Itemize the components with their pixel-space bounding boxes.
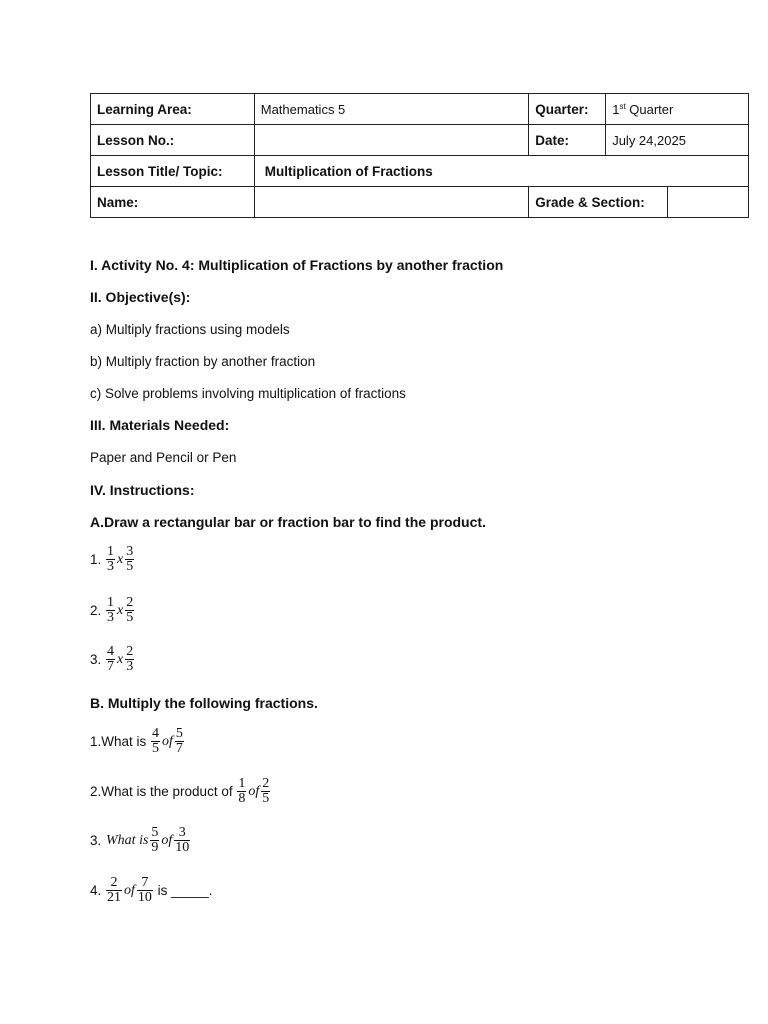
denominator: 9: [151, 840, 159, 855]
table-row: [91, 187, 749, 218]
fraction: [151, 727, 160, 756]
part-b-heading: B. Multiply the following fractions.: [90, 695, 318, 711]
operator: of: [124, 882, 135, 898]
quarter-value: [606, 94, 749, 125]
numerator: 4: [152, 726, 160, 741]
denominator: 5: [262, 791, 270, 806]
fraction: [125, 596, 134, 625]
fraction: [174, 826, 190, 855]
part-b-item: [90, 876, 212, 905]
date-label: Date:: [529, 125, 606, 156]
objective-item: b) Multiply fraction by another fraction: [90, 354, 316, 369]
question-text-italic: What is: [106, 832, 149, 848]
materials-text: Paper and Pencil or Pen: [90, 450, 237, 465]
fraction: [125, 545, 134, 574]
operator: x: [117, 651, 124, 667]
denominator: 3: [126, 659, 134, 674]
numerator: 7: [141, 875, 149, 890]
activity-heading: I. Activity No. 4: Multiplication of Fractions by another fraction: [90, 257, 504, 273]
denominator: 5: [126, 610, 134, 625]
part-b-item: [90, 826, 191, 855]
question-number: 4.: [90, 883, 106, 898]
quarter-ordinal: st: [619, 101, 626, 111]
operator: x: [117, 602, 124, 618]
fraction: [106, 596, 115, 625]
lesson-title-label: Lesson Title/ Topic:: [91, 156, 255, 187]
operator: x: [117, 551, 124, 567]
numerator: 4: [107, 644, 115, 659]
numerator: 5: [175, 726, 183, 741]
fraction: [106, 876, 122, 905]
numerator: 3: [178, 825, 186, 840]
objective-item: c) Solve problems involving multiplication of fractions: [90, 386, 406, 401]
learning-area-value: Mathematics 5: [254, 94, 528, 125]
operator: of: [161, 832, 173, 848]
table-row: [91, 125, 749, 156]
lesson-title-value: Multiplication of Fractions: [254, 156, 748, 187]
denominator: 10: [137, 890, 152, 905]
numerator: 5: [151, 825, 159, 840]
denominator: 21: [107, 890, 122, 905]
grade-section-field[interactable]: [668, 187, 749, 218]
item-number: 2.: [90, 603, 102, 618]
part-a-item: [90, 596, 135, 625]
materials-heading: III. Materials Needed:: [90, 417, 230, 433]
table-row: [91, 156, 749, 187]
answer-blank[interactable]: is _____.: [153, 883, 213, 898]
part-a-heading: A.Draw a rectangular bar or fraction bar to find the product.: [90, 514, 486, 530]
part-b-item: [90, 727, 185, 756]
numerator: 1: [107, 595, 115, 610]
fraction: [106, 545, 115, 574]
denominator: 10: [175, 840, 190, 855]
question-text: 2.What is the product of: [90, 784, 237, 799]
operator: of: [248, 783, 260, 799]
quarter-label: Quarter:: [529, 94, 606, 125]
operator: of: [162, 733, 173, 749]
numerator: 1: [107, 544, 115, 559]
fraction: [175, 727, 184, 756]
fraction: [261, 777, 270, 806]
numerator: 3: [126, 544, 134, 559]
denominator: 7: [175, 741, 183, 756]
denominator: 3: [107, 559, 115, 574]
lesson-no-field[interactable]: [254, 125, 528, 156]
numerator: 1: [238, 776, 246, 791]
numerator: 2: [110, 875, 118, 890]
fraction: [237, 777, 246, 806]
learning-area-label: Learning Area:: [91, 94, 255, 125]
header-info-table: [90, 93, 749, 218]
denominator: 5: [152, 741, 160, 756]
numerator: 2: [126, 595, 134, 610]
fraction: [125, 645, 134, 674]
denominator: 7: [107, 659, 115, 674]
name-field[interactable]: [254, 187, 528, 218]
denominator: 8: [238, 791, 246, 806]
objectives-heading: II. Objective(s):: [90, 289, 191, 305]
fraction: [106, 645, 115, 674]
denominator: 5: [126, 559, 134, 574]
part-a-item: [90, 645, 135, 674]
fraction: [137, 876, 153, 905]
quarter-text: Quarter: [625, 101, 674, 117]
quarter-number: 1: [612, 101, 620, 117]
objective-item: a) Multiply fractions using models: [90, 322, 290, 337]
question-number: 3.: [90, 833, 106, 848]
part-a-item: [90, 545, 135, 574]
table-row: [91, 94, 749, 125]
grade-section-label: Grade & Section:: [529, 187, 668, 218]
denominator: 3: [107, 610, 115, 625]
name-label: Name:: [91, 187, 255, 218]
question-text: 1.What is: [90, 734, 151, 749]
date-value: July 24,2025: [606, 125, 749, 156]
item-number: 1.: [90, 552, 102, 567]
fraction: [150, 826, 159, 855]
item-number: 3.: [90, 652, 102, 667]
numerator: 2: [126, 644, 134, 659]
lesson-no-label: Lesson No.:: [91, 125, 255, 156]
instructions-heading: IV. Instructions:: [90, 482, 195, 498]
numerator: 2: [262, 776, 270, 791]
part-b-item: [90, 777, 271, 806]
